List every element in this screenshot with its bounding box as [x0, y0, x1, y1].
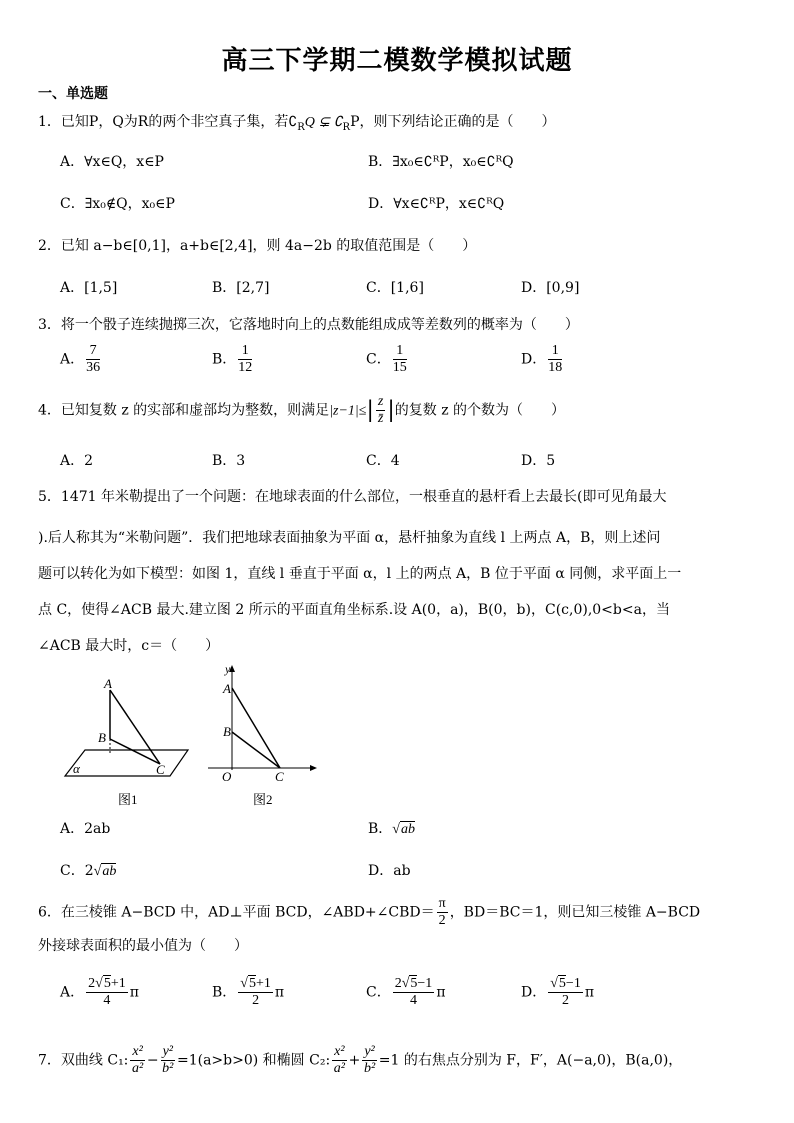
- q1-stem: 1．已知P，Q为R的两个非空真子集，若$∁_RQ$ ⊊ $∁_RP$，则下列结论正确的是（ ）: [38, 114, 556, 133]
- q2-option-c: C．[1,6]: [366, 280, 424, 296]
- fig1-label-alpha: α: [73, 761, 80, 776]
- q3-stem: 3．将一个骰子连续抛掷三次，它落地时向上的点数能组成成等差数列的概率为（ ）: [38, 317, 579, 333]
- fig2-label-o: O: [222, 769, 232, 784]
- q6-option-a: A． $\frac{2√5+1}{4}$ π: [60, 976, 139, 1008]
- q5-option-c: C．2√ab: [60, 863, 117, 879]
- page-title: 高三下学期二模数学模拟试题: [221, 46, 573, 76]
- fig1-caption: 图1: [118, 792, 138, 807]
- fig1-label-b: B: [98, 730, 106, 745]
- q3-option-b: B． $\frac{1}{12}$: [212, 343, 253, 375]
- q5-option-b: B．√ab: [368, 821, 415, 837]
- q2-option-d: D．[0,9]: [521, 280, 580, 296]
- fig2-caption: 图2: [253, 792, 273, 807]
- figure-2: [205, 662, 325, 812]
- q1-option-a: A．∀x∈Q，x∈P: [60, 154, 164, 170]
- q7-stem: 7．双曲线 C₁: $\frac{\text{x²}}{\text{a²}}$ − $\frac{\text{y²}}{\text{b²}}$ =1(a>b>0) 和椭圆 C₂: $\frac{\text{x²}}{\text{a²}}$ + $\frac{\text{y²}}{\text{b²}}$ =1 的右焦点分别为 F，F′，A(−a,0)，B(a,0)，: [38, 1044, 683, 1076]
- figure-1: [55, 672, 205, 812]
- q4-option-c: C．4: [366, 453, 400, 469]
- q1-option-c: C．∃x₀∉Q，x₀∈P: [60, 196, 175, 212]
- q5-line-4: 点 C，使得∠ACB 最大.建立图 2 所示的平面直角坐标系.设 A(0，a)，B(0，b)，C(c,0),0<b<a，当: [38, 602, 670, 618]
- q4-option-d: D．5: [521, 453, 556, 469]
- q4-option-b: B．3: [212, 453, 246, 469]
- q5-line-1: 5．1471 年米勒提出了一个问题：在地球表面的什么部位，一根垂直的悬杆看上去最长(即可见角最大: [38, 489, 667, 505]
- q4-stem: 4．已知复数 z 的实部和虚部均为整数，则满足|z−1|≤| $\frac{z}{z̄}$ |的复数 z 的个数为（ ）: [38, 394, 566, 426]
- q2-option-b: B．[2,7]: [212, 280, 270, 296]
- section-heading: 一、单选题: [38, 86, 108, 102]
- fig1-label-c: C: [156, 762, 165, 777]
- q6-line-2: 外接球表面积的最小值为（ ）: [38, 938, 248, 954]
- q2-stem: 2．已知 a−b∈[0,1]，a+b∈[2,4]，则 4a−2b 的取值范围是（ ）: [38, 238, 477, 254]
- q3-option-c: C． $\frac{1}{15}$: [366, 343, 407, 375]
- q3-option-a: A． $\frac{7}{36}$: [60, 343, 101, 375]
- q1-option-b: B．∃x₀∈∁ᴿP，x₀∈∁ᴿQ: [368, 154, 514, 170]
- q4-option-a: A．2: [60, 453, 94, 469]
- q5-line-2: ).后人称其为“米勒问题”．我们把地球表面抽象为平面 α，悬杆抽象为直线 l 上两点 A，B，则上述问: [38, 530, 661, 546]
- fig1-label-a: A: [104, 676, 112, 691]
- q5-option-a: A．2ab: [60, 821, 111, 837]
- fig2-label-c: C: [275, 769, 284, 784]
- fig2-label-b: B: [223, 724, 231, 739]
- q2-option-a: A．[1,5]: [60, 280, 118, 296]
- q6-option-c: C． $\frac{2√5-1}{4}$ π: [366, 976, 446, 1008]
- q6-option-d: D． $\frac{√5-1}{2}$ π: [521, 976, 595, 1008]
- q6-line-1: 6．在三棱锥 A−BCD 中，AD⊥平面 BCD，∠ABD+∠CBD＝ $\frac{\pi}{2}$ ，BD＝BC＝1，则已知三棱锥 A−BCD: [38, 896, 701, 928]
- q5-line-5: ∠ACB 最大时，c＝（ ）: [38, 638, 220, 654]
- q5-line-3: 题可以转化为如下模型：如图 1，直线 l 垂直于平面 α，l 上的两点 A，B 位于平面 α 同侧，求平面上一: [38, 566, 682, 582]
- q5-option-d: D．ab: [368, 863, 411, 879]
- q6-option-b: B． $\frac{√5+1}{2}$ π: [212, 976, 285, 1008]
- q3-option-d: D． $\frac{1}{18}$: [521, 343, 563, 375]
- fig2-label-a: A: [223, 681, 231, 696]
- fig2-label-y: y: [225, 662, 231, 676]
- q1-option-d: D．∀x∈∁ᴿP，x∈∁ᴿQ: [368, 196, 505, 212]
